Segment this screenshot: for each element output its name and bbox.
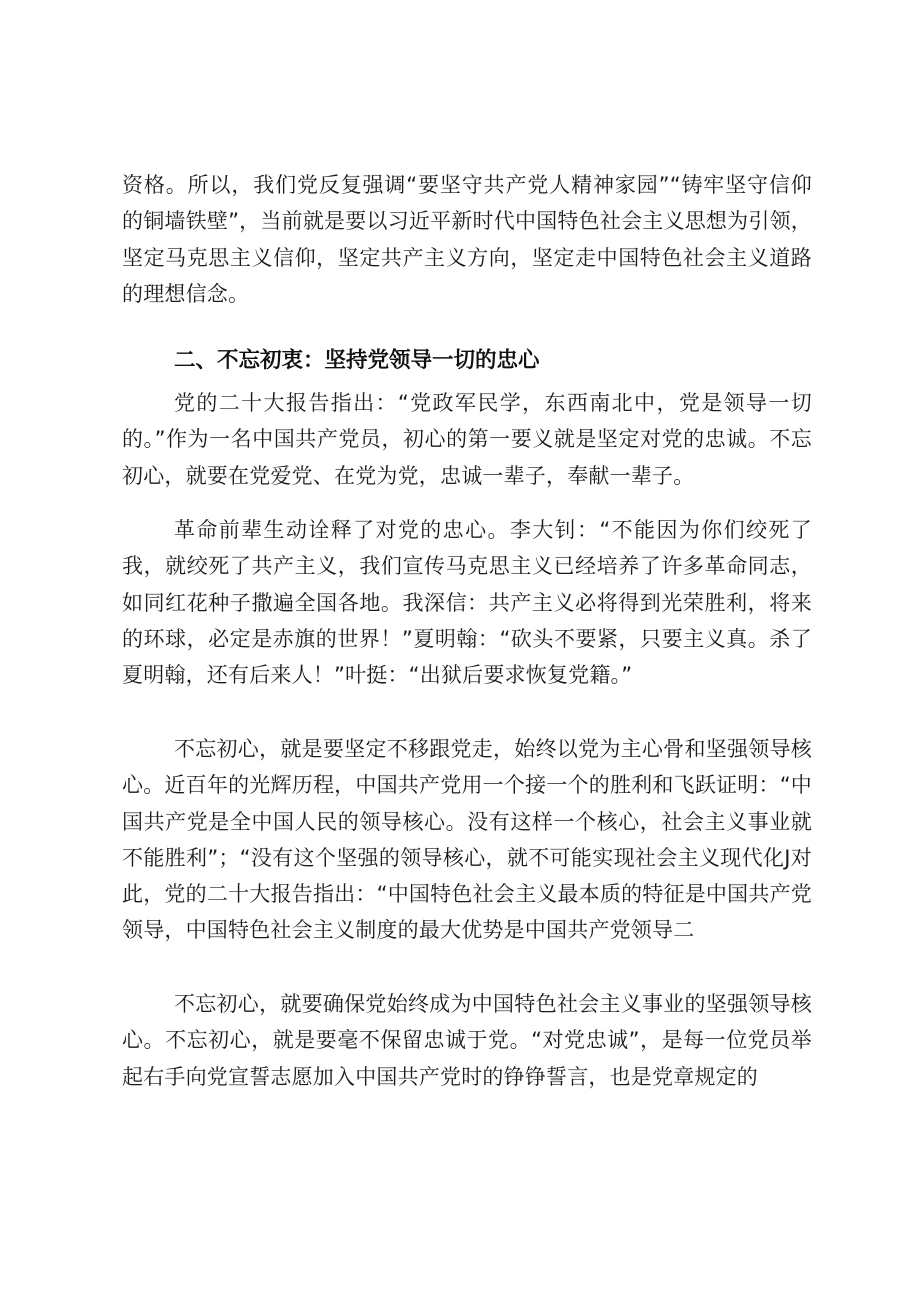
paragraph-text: 革命前辈生动诠释了对党的忠心。李大钊：“不能因为你们绞死了我，就绞死了共产主义，我们宣传马克思主义已经培养了许多革命同志，如同红花种子撒遍全国各地。我深信：共产主义必将得到光荣胜利，将来的环球，必定是赤旗的世界！”夏明翰：“砍头不要紧，只要主义真。杀了夏明翰，还有后来人！”叶挺：“出狱后要求恢复党籍。” bbox=[122, 518, 812, 688]
paragraph-text: 不忘初心，就要确保党始终成为中国特色社会主义事业的坚强领导核心。不忘初心，就是要毫不保留忠诚于党。“对党忠诚”，是每一位党员举起右手向党宣誓志愿加入中国共产党时的铮铮誓言，也是党章规定的 bbox=[122, 992, 812, 1089]
paragraph-3 bbox=[122, 731, 812, 949]
paragraph-1 bbox=[122, 385, 812, 494]
paragraph-2 bbox=[122, 512, 812, 693]
section-heading: 二、不忘初衷：坚持党领导一切的忠心 bbox=[174, 348, 540, 373]
paragraph-4 bbox=[122, 986, 812, 1095]
paragraph-text: 资格。所以，我们党反复强调“要坚守共产党人精神家园”“铸牢坚守信仰的铜墙铁壁”，当前就是要以习近平新时代中国特色社会主义思想为引领，坚定马克思主义信仰，坚定共产主义方向，坚定走中国特色社会主义道路的理想信念。 bbox=[122, 173, 812, 306]
paragraph-text: 不忘初心，就是要坚定不移跟党走，始终以党为主心骨和坚强领导核心。近百年的光辉历程，中国共产党用一个接一个的胜利和飞跃证明：“中国共产党是全中国人民的领导核心。没有这样一个核心，社会主义事业就不能胜利”；“没有这个坚强的领导核心，就不可能实现社会主义现代化J对此，党的二十大报告指出：“中国特色社会主义最本质的特征是中国共产党领导，中国特色社会主义制度的最大优势是中国共产党领导二 bbox=[122, 737, 812, 943]
paragraph-continued bbox=[122, 167, 812, 312]
paragraph-text: 党的二十大报告指出：“党政军民学，东西南北中，党是领导一切的。”作为一名中国共产党员，初心的第一要义就是坚定对党的忠诚。不忘初心，就要在党爱党、在党为党，忠诚一辈子，奉献一辈子。 bbox=[122, 391, 812, 488]
